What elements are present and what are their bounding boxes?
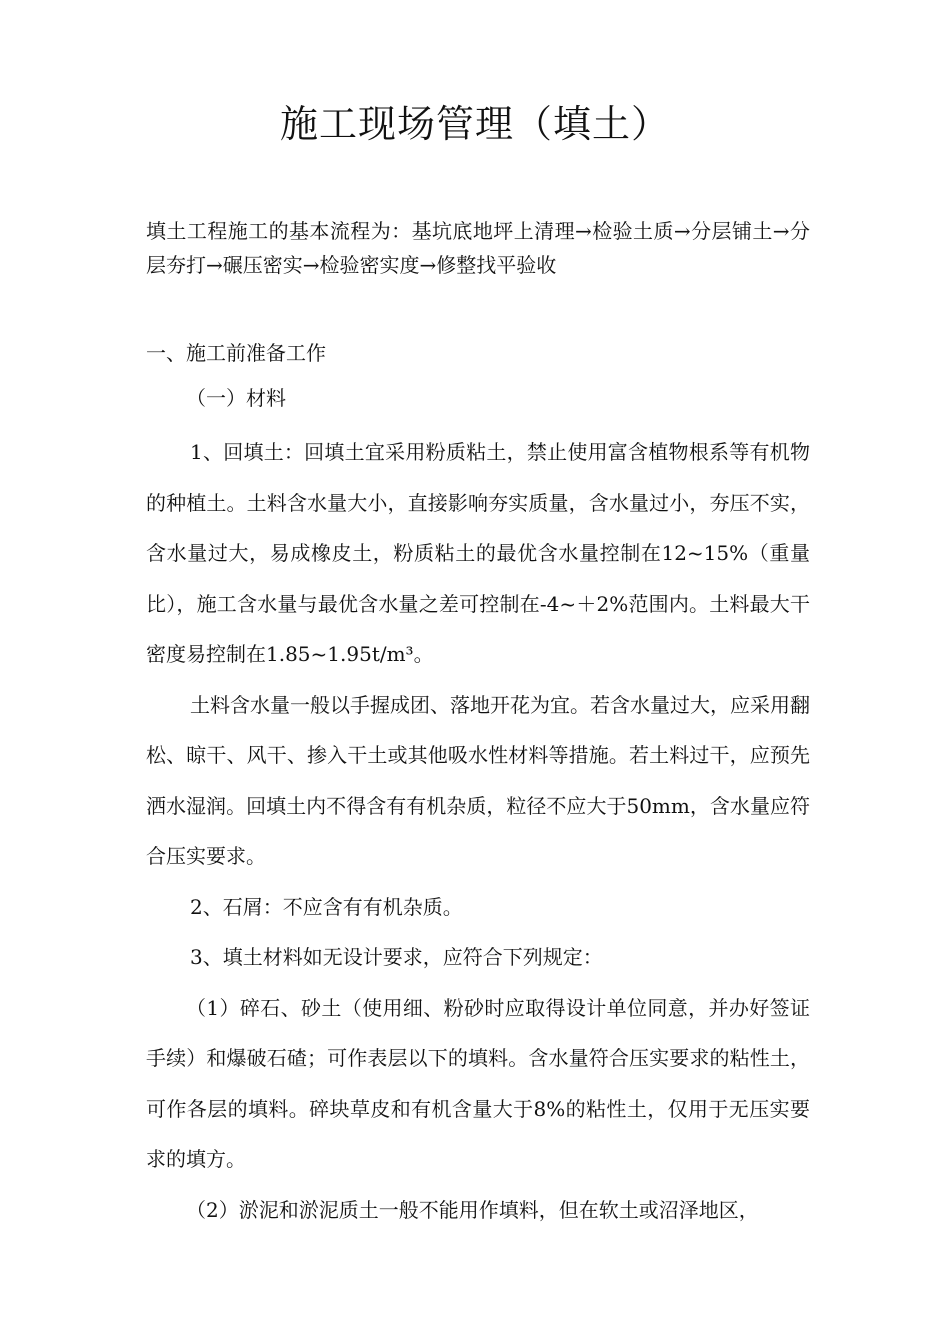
- paragraph-rule-2: （2）淤泥和淤泥质土一般不能用作填料，但在软土或沼泽地区，: [186, 1197, 759, 1222]
- paragraph-stone-chips: 2、石屑：不应含有有机杂质。: [190, 894, 463, 919]
- body-text: [146, 427, 810, 1235]
- paragraph-backfill-soil: 1、回填土：回填土宜采用粉质粘土，禁止使用富含植物根系等有机物的种植土。土料含水量大小，直接影响夯实质量，含水量过小，夯压不实，含水量过大，易成橡皮土，粉质粘土的最优含水量控制在12~15%（重量比），施工含水量与最优含水量之差可控制在-4~＋2%范围内。土料最大干密度易控制在1.85~1.95t/m³。: [146, 440, 810, 666]
- paragraph-rule-1: （1）碎石、砂土（使用细、粉砂时应取得设计单位同意，并办好签证手续）和爆破石碴；可作表层以下的填料。含水量符合压实要求的粘性土，可作各层的填料。碎块草皮和有机含量大于8%的粘性土，仅用于无压实要求的填方。: [146, 995, 810, 1171]
- paragraph-fill-material-rules: 3、填土材料如无设计要求，应符合下列规定：: [190, 945, 603, 969]
- subsection-heading: （一）材料: [186, 386, 286, 410]
- paragraph-moisture-content: 土料含水量一般以手握成团、落地开花为宜。若含水量过大，应采用翻松、晾干、风干、掺入干土或其他吸水性材料等措施。若土料过干，应预先洒水湿润。回填土内不得含有有机杂质，粒径不应大于50mm，含水量应符合压实要求。: [146, 692, 810, 868]
- section-heading: 一、施工前准备工作: [146, 341, 326, 365]
- document-title: 施工现场管理（填土）: [279, 102, 670, 146]
- flow-description: 填土工程施工的基本流程为：基坑底地坪上清理→检验土质→分层铺土→分层夯打→碾压密实→检验密实度→修整找平验收: [146, 219, 810, 277]
